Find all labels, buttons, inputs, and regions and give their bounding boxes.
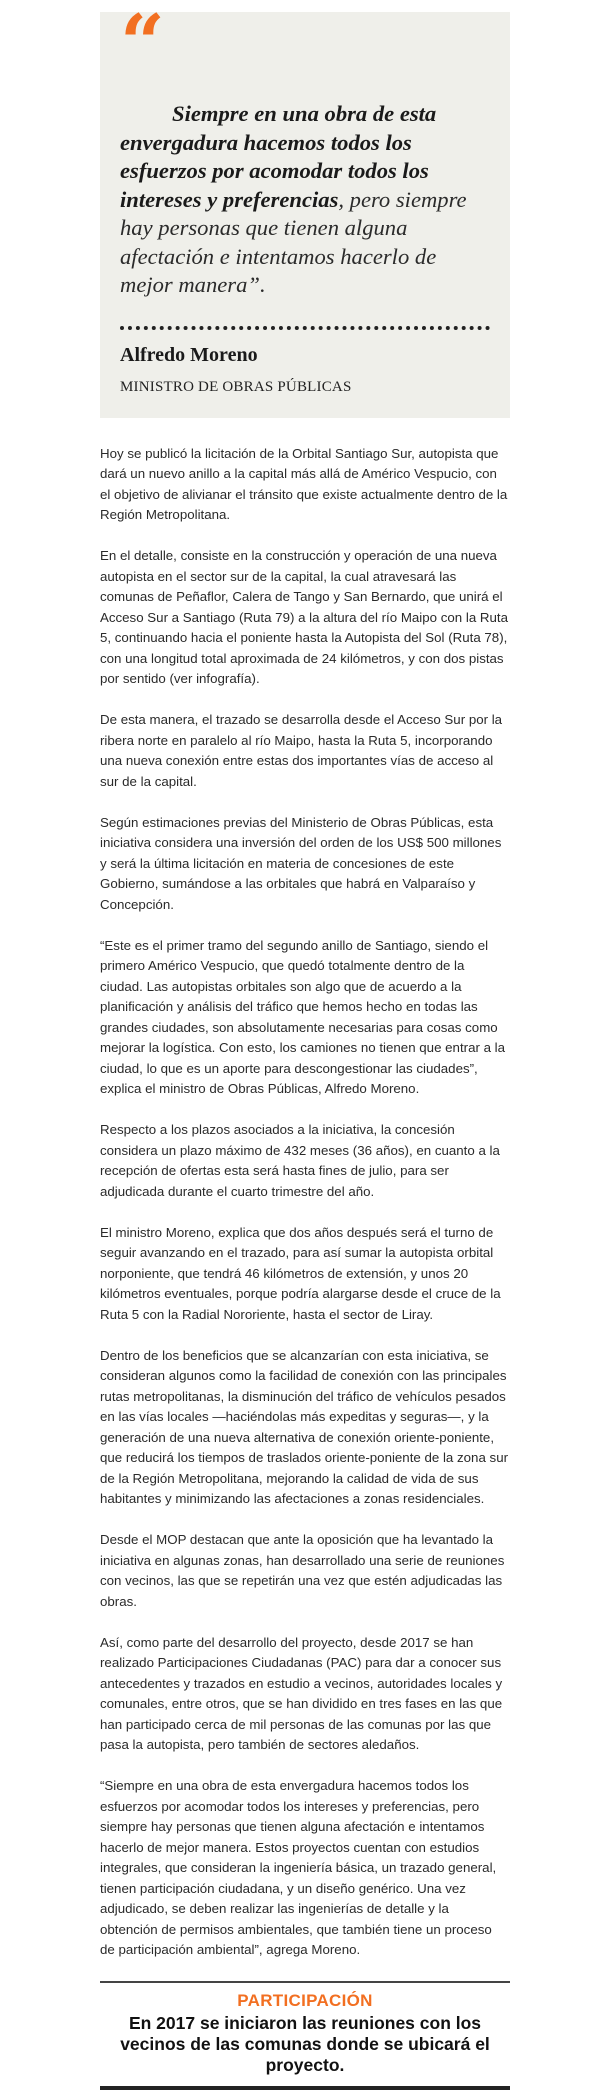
article-paragraph: El ministro Moreno, explica que dos años después será el turno de seguir avanzando en el trazado, para así sumar la autopista orbital norponiente, que tendrá 46 kilómetros de extensión, y unos 20 kilómetros eventuales, porque podría alargarse desde el cruce de la Ruta 5 con la Radial Nororiente, hasta el sector de Liray. — [100, 1224, 501, 1322]
article-paragraph: En el detalle, consiste en la construcción y operación de una nueva autopista en el sector sur de la capital, la cual atravesará las comunas de Peñaflor, Calera de Tango y San Bernardo, que unirá el Acceso Sur a Santiago (Ruta 79) a la altura del río Maipo con la Ruta 5, continuando hacia el poniente hasta la Autopista del Sol (Ruta 78), con una longitud total aproximada de 24 kilómetros, y con dos pistas por sentido (ver infografía). — [100, 548, 508, 686]
article-body — [100, 444, 510, 1961]
quote-strong-text: Siempre en una obra de esta envergadura hacemos todos los esfuerzos por acomodar todos los intereses y preferencias — [120, 101, 437, 212]
participation-callout — [100, 1981, 510, 2090]
callout-text: En 2017 se iniciaron las reuniones con los vecinos de las comunas donde se ubicará el proyecto. — [120, 2013, 490, 2075]
article-page — [100, 0, 510, 2090]
quote-author-title: MINISTRO DE OBRAS PÚBLICAS — [120, 378, 352, 395]
article-paragraph: “Siempre en una obra de esta envergadura hacemos todos los esfuerzos por acomodar todos los intereses y preferencias, pero siempre hay personas que tienen alguna afectación e intentamos hacerlo de mejor manera. Estos proyectos cuentan con estudios integrales, que consideran la ingeniería básica, un trazado general, tienen participación ciudadana, y un diseño genérico. Una vez adjudicado, se deben realizar las ingenierías de detalle y la obtención de permisos ambientales, que también tiene un proceso de participación ambiental”, agrega Moreno. — [100, 1778, 497, 1957]
dotted-divider — [120, 326, 490, 330]
article-paragraph: De esta manera, el trazado se desarrolla desde el Acceso Sur por la ribera norte en paralelo al río Maipo, hasta la Ruta 5, incorporando una nueva conexión entre estas dos importantes vías de acceso al sur de la capital. — [100, 712, 503, 789]
quote-mark-icon: “ — [120, 12, 165, 58]
callout-label: PARTICIPACIÓN — [237, 1991, 373, 2010]
article-paragraph: Así, como parte del desarrollo del proyecto, desde 2017 se han realizado Participaciones Ciudadanas (PAC) para dar a conocer sus antecedentes y trazados en estudio a vecinos, autoridades locales y comunales, entre otros, que se han dividido en tres fases en las que han participado cerca de mil personas de las comunas por las que pasa la autopista, pero también de sectores aledaños. — [100, 1634, 503, 1752]
quote-text — [120, 100, 490, 300]
article-paragraph: Desde el MOP destacan que ante la oposición que ha levantado la iniciativa en algunas zonas, han desarrollado una serie de reuniones con vecinos, las que se repetirán una vez que estén adjudicadas las obras. — [100, 1532, 505, 1609]
quote-author-name: Alfredo Moreno — [120, 343, 258, 366]
article-paragraph: “Este es el primer tramo del segundo anillo de Santiago, siendo el primero Américo Vespucio, que quedó totalmente dentro de la ciudad. Las autopistas orbitales son algo que de acuerdo a la planificación y análisis del tráfico que hemos hecho en todas las grandes ciudades, son absolutamente necesarias para cosas como mejorar la logística. Con esto, los camiones no tienen que entrar a la ciudad, lo que es un aporte para descongestionar las ciudades”, explica el ministro de Obras Públicas, Alfredo Moreno. — [100, 937, 506, 1096]
article-paragraph: Hoy se publicó la licitación de la Orbital Santiago Sur, autopista que dará un nuevo anillo a la capital más allá de Américo Vespucio, con el objetivo de alivianar el tránsito que existe actualmente dentro de la Región Metropolitana. — [100, 445, 508, 522]
pull-quote — [100, 12, 510, 418]
article-paragraph: Respecto a los plazos asociados a la iniciativa, la concesión considera un plazo máximo de 432 meses (36 años), en cuanto a la recepción de ofertas esta será hasta fines de julio, para ser adjudicada durante el cuarto trimestre del año. — [100, 1122, 500, 1199]
article-paragraph: Según estimaciones previas del Ministerio de Obras Públicas, esta iniciativa considera una inversión del orden de los US$ 500 millones y será la última licitación en materia de concesiones de este Gobierno, sumándose a las orbitales que habrá en Valparaíso y Concepción. — [100, 814, 502, 912]
quote-rest-text: , pero siempre hay personas que tienen alguna afectación e intentamos hacerlo de mejor manera”. — [120, 186, 467, 297]
article-paragraph: Dentro de los beneficios que se alcanzarían con esta iniciativa, se consideran algunos como la facilidad de conexión con las principales rutas metropolitanas, la disminución del tráfico de vehículos pesados en las vías locales —haciéndolas más expeditas y seguras—, y la generación de una nueva alternativa de conexión oriente-poniente, que reducirá los tiempos de traslados oriente-poniente de la zona sur de la Región Metropolitana, mejorando la calidad de vida de sus habitantes y minimizando las afectaciones a zonas residenciales. — [100, 1347, 509, 1506]
